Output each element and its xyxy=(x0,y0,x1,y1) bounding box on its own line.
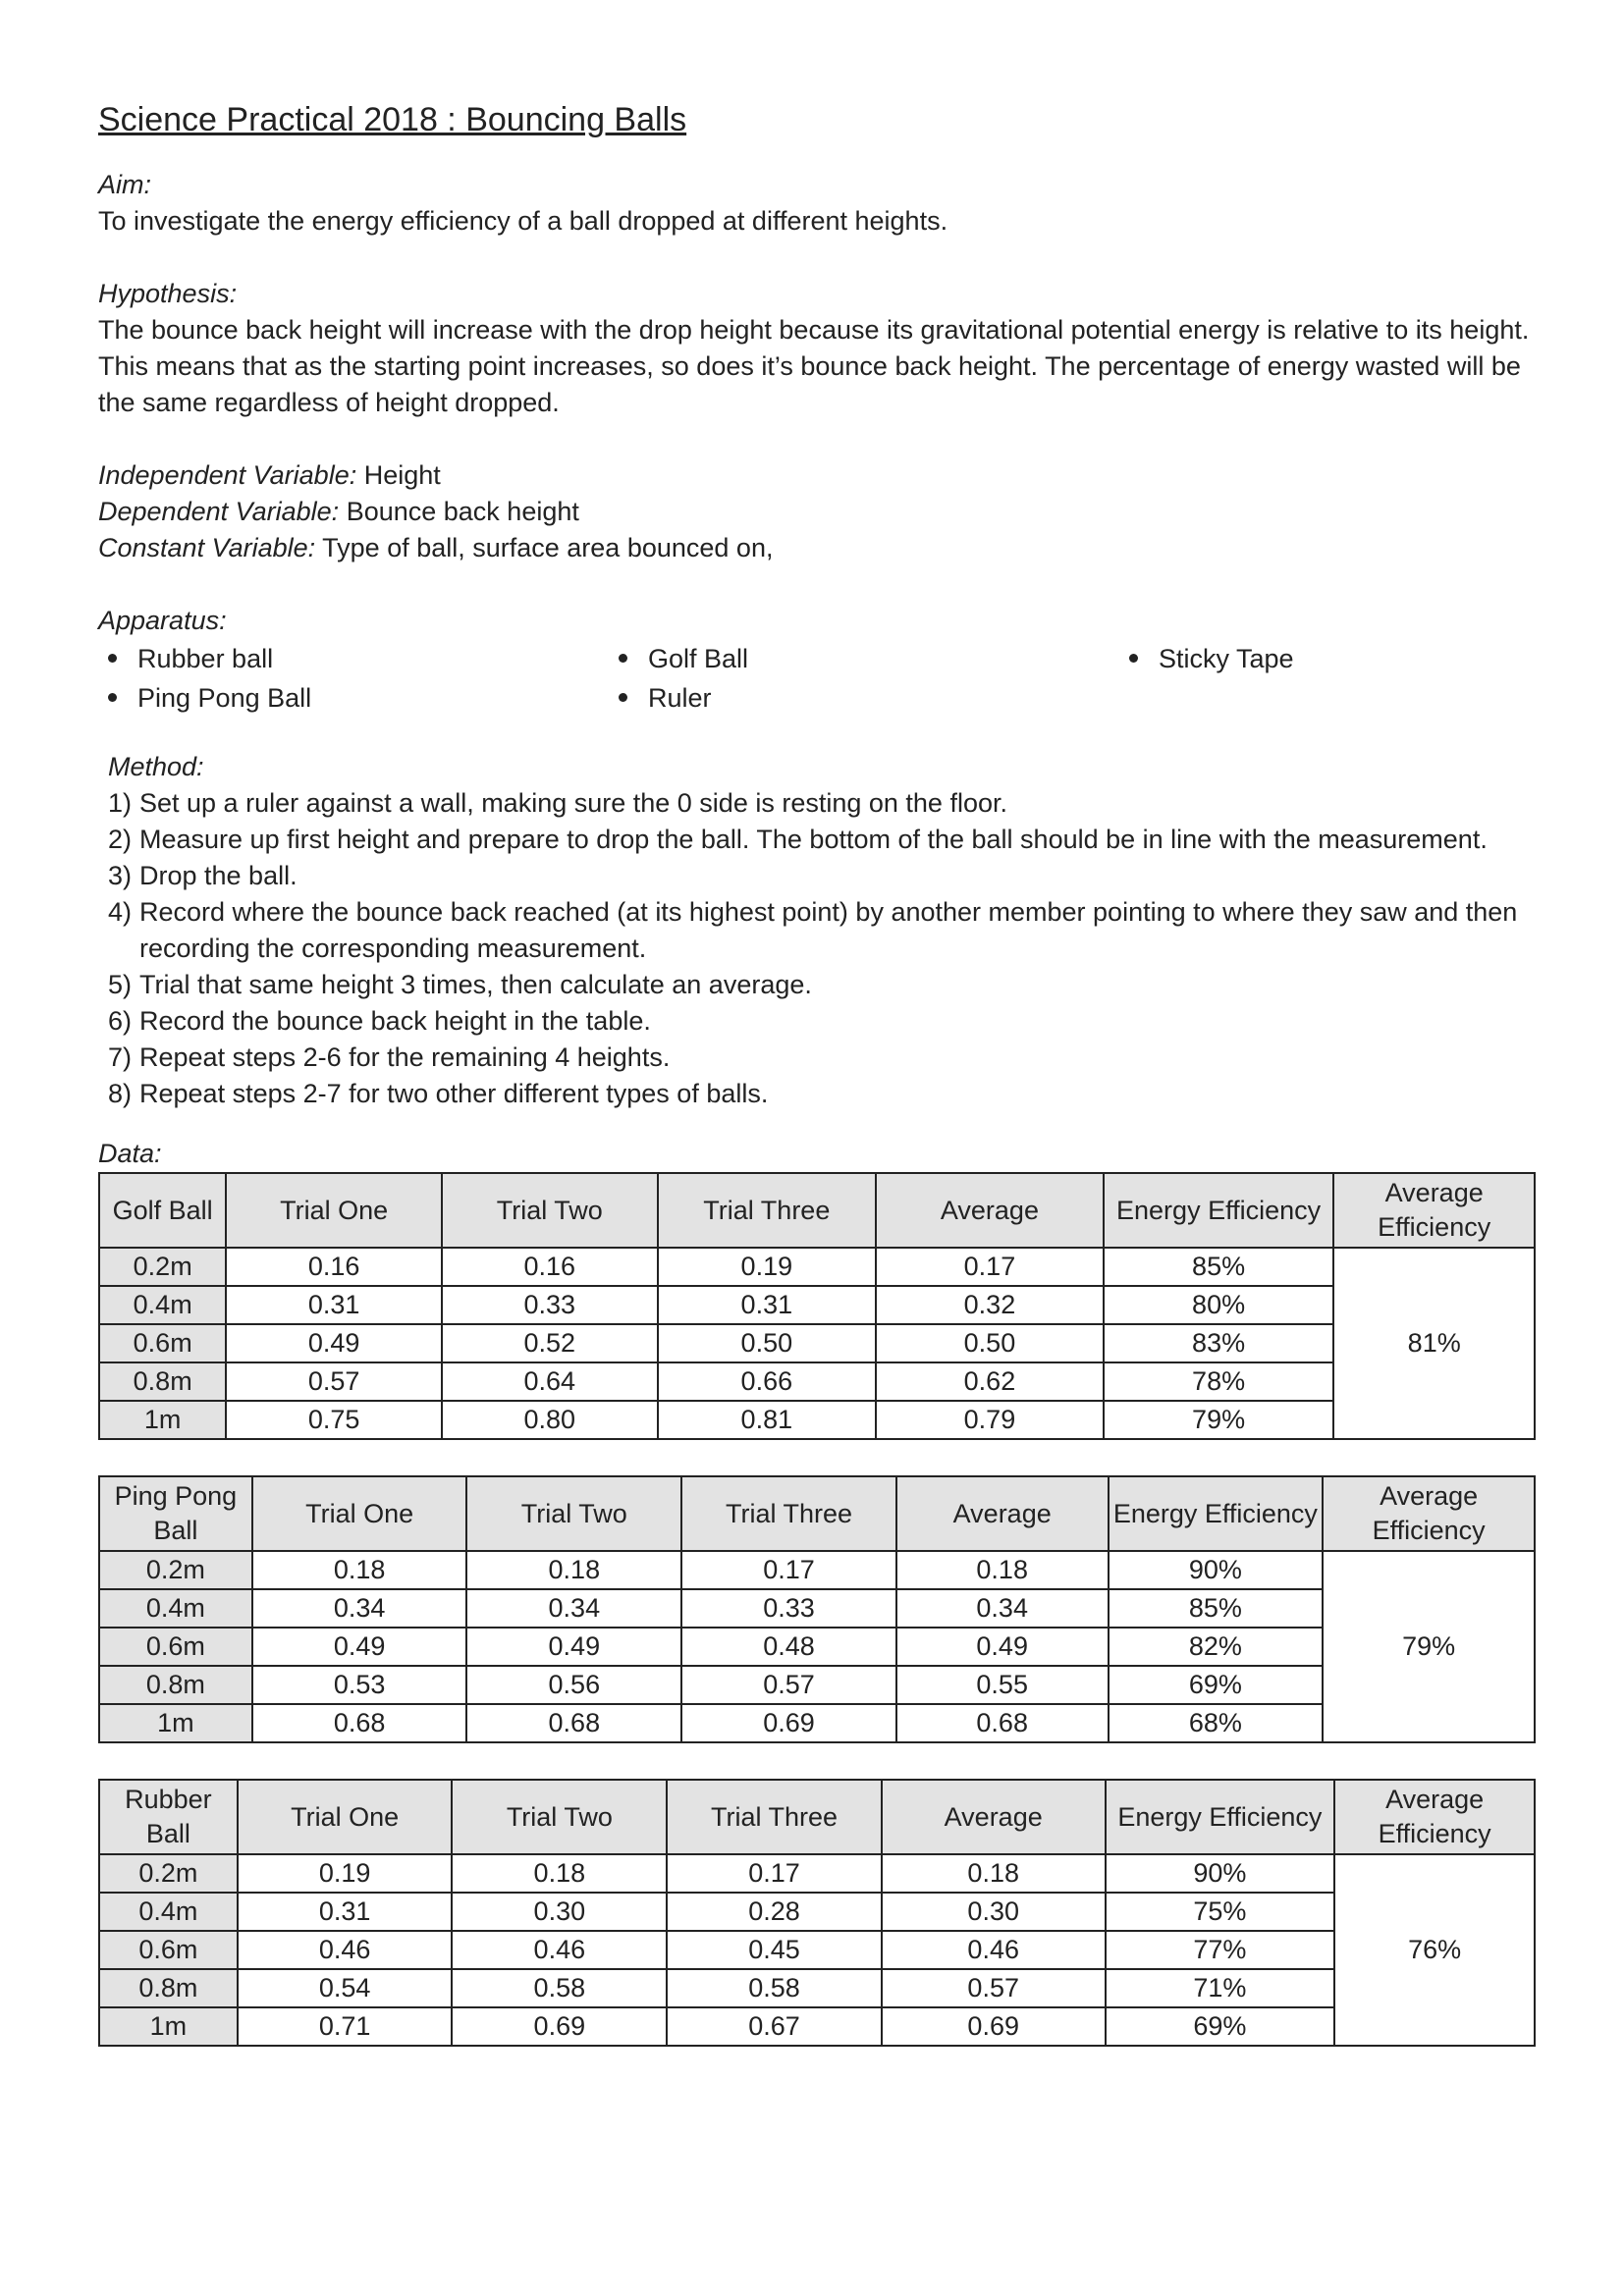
table-cell: 69% xyxy=(1109,1666,1324,1704)
table-cell: 0.68 xyxy=(466,1704,681,1742)
table-header-cell: Energy Efficiency xyxy=(1109,1476,1324,1551)
table-cell: 0.56 xyxy=(466,1666,681,1704)
data-tables xyxy=(98,1172,1536,2047)
table-cell: 0.52 xyxy=(442,1324,658,1362)
document-page xyxy=(98,98,1536,2047)
table-row xyxy=(99,1666,1535,1704)
row-height-label: 0.8m xyxy=(99,1666,252,1704)
table-header-cell: Trial One xyxy=(252,1476,467,1551)
table-cell: 68% xyxy=(1109,1704,1324,1742)
step-number: 2) xyxy=(108,825,133,854)
table-header-cell: Average Efficiency xyxy=(1333,1173,1535,1248)
table-cell: 85% xyxy=(1109,1589,1324,1628)
step-text: Trial that same height 3 times, then calculate an average. xyxy=(139,970,812,999)
table-cell: 0.19 xyxy=(658,1248,877,1286)
step-number: 7) xyxy=(108,1042,133,1072)
table-header-cell: Trial Two xyxy=(466,1476,681,1551)
apparatus-label: Apparatus: xyxy=(98,606,227,635)
method-step xyxy=(108,822,1536,858)
step-number: 3) xyxy=(108,861,133,890)
table-header-cell: Trial One xyxy=(238,1780,453,1854)
table-cell: 80% xyxy=(1104,1286,1334,1324)
table-cell: 0.17 xyxy=(667,1854,882,1893)
table-cell: 0.50 xyxy=(658,1324,877,1362)
results-table xyxy=(98,1779,1536,2047)
table-cell: 0.62 xyxy=(876,1362,1104,1401)
table-cell: 0.69 xyxy=(452,2007,667,2046)
table-cell: 0.18 xyxy=(882,1854,1106,1893)
method-label: Method: xyxy=(108,752,204,781)
table-cell: 0.18 xyxy=(452,1854,667,1893)
table-header-cell: Trial Two xyxy=(442,1173,658,1248)
hypothesis-text: The bounce back height will increase with the drop height because its gravitational potential energy is relative to its height. This means that as the starting point increases, so does it’s bounce back height. The percentage of energy wasted will be the same regardless of height dropped. xyxy=(98,315,1530,417)
apparatus-item: Ping Pong Ball xyxy=(98,678,609,718)
apparatus-item: Golf Ball xyxy=(609,639,1119,678)
table-row xyxy=(99,1362,1535,1401)
table-cell: 0.16 xyxy=(226,1248,442,1286)
step-text: Drop the ball. xyxy=(139,861,298,890)
table-header-cell: Trial One xyxy=(226,1173,442,1248)
table-cell: 0.32 xyxy=(876,1286,1104,1324)
table-cell: 0.69 xyxy=(681,1704,896,1742)
table-row xyxy=(99,1401,1535,1439)
table-cell: 0.30 xyxy=(452,1893,667,1931)
table-cell: 0.66 xyxy=(658,1362,877,1401)
table-cell: 82% xyxy=(1109,1628,1324,1666)
apparatus-item: Sticky Tape xyxy=(1119,639,1536,678)
row-height-label: 0.6m xyxy=(99,1324,226,1362)
table-cell: 0.18 xyxy=(252,1551,467,1589)
table-cell: 75% xyxy=(1106,1893,1335,1931)
table-header-cell: Average Efficiency xyxy=(1334,1780,1535,1854)
table-header-cell: Average xyxy=(876,1173,1104,1248)
table-cell: 71% xyxy=(1106,1969,1335,2007)
table-cell: 0.46 xyxy=(238,1931,453,1969)
table-cell: 85% xyxy=(1104,1248,1334,1286)
table-cell: 0.49 xyxy=(252,1628,467,1666)
table-cell: 0.31 xyxy=(238,1893,453,1931)
table-cell: 0.49 xyxy=(466,1628,681,1666)
average-efficiency-cell: 79% xyxy=(1323,1551,1535,1742)
aim-text: To investigate the energy efficiency of a ball dropped at different heights. xyxy=(98,206,948,236)
row-height-label: 0.6m xyxy=(99,1931,238,1969)
table-cell: 79% xyxy=(1104,1401,1334,1439)
table-cell: 0.80 xyxy=(442,1401,658,1439)
results-table xyxy=(98,1172,1536,1440)
table-cell: 83% xyxy=(1104,1324,1334,1362)
row-height-label: 1m xyxy=(99,1401,226,1439)
table-cell: 0.18 xyxy=(896,1551,1109,1589)
table-cell: 0.33 xyxy=(681,1589,896,1628)
aim-label: Aim: xyxy=(98,170,151,199)
table-cell: 90% xyxy=(1106,1854,1335,1893)
table-cell: 0.16 xyxy=(442,1248,658,1286)
table-cell: 0.53 xyxy=(252,1666,467,1704)
table-header-cell: Golf Ball xyxy=(99,1173,226,1248)
table-row xyxy=(99,1969,1535,2007)
table-cell: 0.50 xyxy=(876,1324,1104,1362)
table-header-cell: Rubber Ball xyxy=(99,1780,238,1854)
row-height-label: 0.2m xyxy=(99,1248,226,1286)
apparatus-list xyxy=(98,639,1536,718)
row-height-label: 0.4m xyxy=(99,1286,226,1324)
table-row xyxy=(99,1854,1535,1893)
table-cell: 0.34 xyxy=(252,1589,467,1628)
data-label: Data: xyxy=(98,1139,162,1168)
table-cell: 0.34 xyxy=(466,1589,681,1628)
table-row xyxy=(99,2007,1535,2046)
results-table xyxy=(98,1475,1536,1743)
table-cell: 0.58 xyxy=(452,1969,667,2007)
step-number: 8) xyxy=(108,1079,133,1108)
table-header-cell: Average xyxy=(882,1780,1106,1854)
row-height-label: 0.2m xyxy=(99,1551,252,1589)
table-header-row xyxy=(99,1780,1535,1854)
table-cell: 90% xyxy=(1109,1551,1324,1589)
table-row xyxy=(99,1324,1535,1362)
row-height-label: 0.4m xyxy=(99,1893,238,1931)
table-header-cell: Average Efficiency xyxy=(1323,1476,1535,1551)
page-title: Science Practical 2018 : Bouncing Balls xyxy=(98,101,687,138)
table-cell: 0.57 xyxy=(226,1362,442,1401)
table-header-row xyxy=(99,1173,1535,1248)
table-header-cell: Trial Two xyxy=(452,1780,667,1854)
table-header-cell: Energy Efficiency xyxy=(1106,1780,1335,1854)
table-row xyxy=(99,1286,1535,1324)
table-cell: 0.46 xyxy=(452,1931,667,1969)
step-text: Repeat steps 2-6 for the remaining 4 heights. xyxy=(139,1042,671,1072)
step-text: Measure up first height and prepare to drop the ball. The bottom of the ball should be in line with the measurement. xyxy=(139,825,1488,854)
step-number: 4) xyxy=(108,897,133,927)
method-step xyxy=(108,1040,1536,1076)
dependent-variable: Dependent Variable: Bounce back height xyxy=(98,497,579,526)
method-step xyxy=(108,894,1536,967)
step-text: Repeat steps 2-7 for two other different types of balls. xyxy=(139,1079,769,1108)
table-cell: 0.55 xyxy=(896,1666,1109,1704)
hypothesis-label: Hypothesis: xyxy=(98,279,238,308)
step-number: 6) xyxy=(108,1006,133,1036)
table-cell: 0.71 xyxy=(238,2007,453,2046)
step-text: Set up a ruler against a wall, making sure the 0 side is resting on the floor. xyxy=(139,788,1007,818)
table-cell: 0.67 xyxy=(667,2007,882,2046)
independent-variable: Independent Variable: Height xyxy=(98,460,441,490)
table-cell: 0.46 xyxy=(882,1931,1106,1969)
table-cell: 0.48 xyxy=(681,1628,896,1666)
apparatus-item: Rubber ball xyxy=(98,639,609,678)
table-cell: 0.49 xyxy=(896,1628,1109,1666)
table-header-cell: Ping Pong Ball xyxy=(99,1476,252,1551)
table-cell: 0.33 xyxy=(442,1286,658,1324)
row-height-label: 0.8m xyxy=(99,1969,238,2007)
table-cell: 69% xyxy=(1106,2007,1335,2046)
method-steps xyxy=(98,785,1536,1112)
table-cell: 78% xyxy=(1104,1362,1334,1401)
table-header-cell: Trial Three xyxy=(658,1173,877,1248)
row-height-label: 0.2m xyxy=(99,1854,238,1893)
step-text: Record where the bounce back reached (at its highest point) by another member pointing to where they saw and then recording the corresponding measurement. xyxy=(139,897,1518,963)
table-row xyxy=(99,1893,1535,1931)
table-row xyxy=(99,1551,1535,1589)
table-cell: 77% xyxy=(1106,1931,1335,1969)
table-header-row xyxy=(99,1476,1535,1551)
step-number: 5) xyxy=(108,970,133,999)
table-cell: 0.17 xyxy=(681,1551,896,1589)
table-cell: 0.81 xyxy=(658,1401,877,1439)
table-cell: 0.34 xyxy=(896,1589,1109,1628)
table-cell: 0.57 xyxy=(882,1969,1106,2007)
table-row xyxy=(99,1589,1535,1628)
table-cell: 0.64 xyxy=(442,1362,658,1401)
table-cell: 0.79 xyxy=(876,1401,1104,1439)
step-number: 1) xyxy=(108,788,133,818)
table-cell: 0.68 xyxy=(896,1704,1109,1742)
table-cell: 0.30 xyxy=(882,1893,1106,1931)
table-cell: 0.28 xyxy=(667,1893,882,1931)
table-cell: 0.69 xyxy=(882,2007,1106,2046)
table-header-cell: Energy Efficiency xyxy=(1104,1173,1334,1248)
row-height-label: 0.8m xyxy=(99,1362,226,1401)
method-step xyxy=(108,858,1536,894)
table-cell: 0.31 xyxy=(658,1286,877,1324)
constant-variable: Constant Variable: Type of ball, surface area bounced on, xyxy=(98,533,774,562)
table-cell: 0.18 xyxy=(466,1551,681,1589)
table-header-cell: Trial Three xyxy=(681,1476,896,1551)
table-row xyxy=(99,1704,1535,1742)
average-efficiency-cell: 76% xyxy=(1334,1854,1535,2046)
table-cell: 0.75 xyxy=(226,1401,442,1439)
table-row xyxy=(99,1248,1535,1286)
row-height-label: 1m xyxy=(99,2007,238,2046)
table-cell: 0.31 xyxy=(226,1286,442,1324)
table-cell: 0.68 xyxy=(252,1704,467,1742)
average-efficiency-cell: 81% xyxy=(1333,1248,1535,1439)
method-step xyxy=(108,1076,1536,1112)
table-header-cell: Trial Three xyxy=(667,1780,882,1854)
row-height-label: 1m xyxy=(99,1704,252,1742)
table-cell: 0.49 xyxy=(226,1324,442,1362)
method-step xyxy=(108,967,1536,1003)
table-cell: 0.45 xyxy=(667,1931,882,1969)
table-cell: 0.58 xyxy=(667,1969,882,2007)
row-height-label: 0.6m xyxy=(99,1628,252,1666)
table-header-cell: Average xyxy=(896,1476,1109,1551)
step-text: Record the bounce back height in the table. xyxy=(139,1006,651,1036)
method-step xyxy=(108,785,1536,822)
table-cell: 0.19 xyxy=(238,1854,453,1893)
table-cell: 0.17 xyxy=(876,1248,1104,1286)
row-height-label: 0.4m xyxy=(99,1589,252,1628)
table-cell: 0.57 xyxy=(681,1666,896,1704)
table-row xyxy=(99,1628,1535,1666)
apparatus-item: Ruler xyxy=(609,678,1119,718)
table-cell: 0.54 xyxy=(238,1969,453,2007)
method-step xyxy=(108,1003,1536,1040)
table-row xyxy=(99,1931,1535,1969)
